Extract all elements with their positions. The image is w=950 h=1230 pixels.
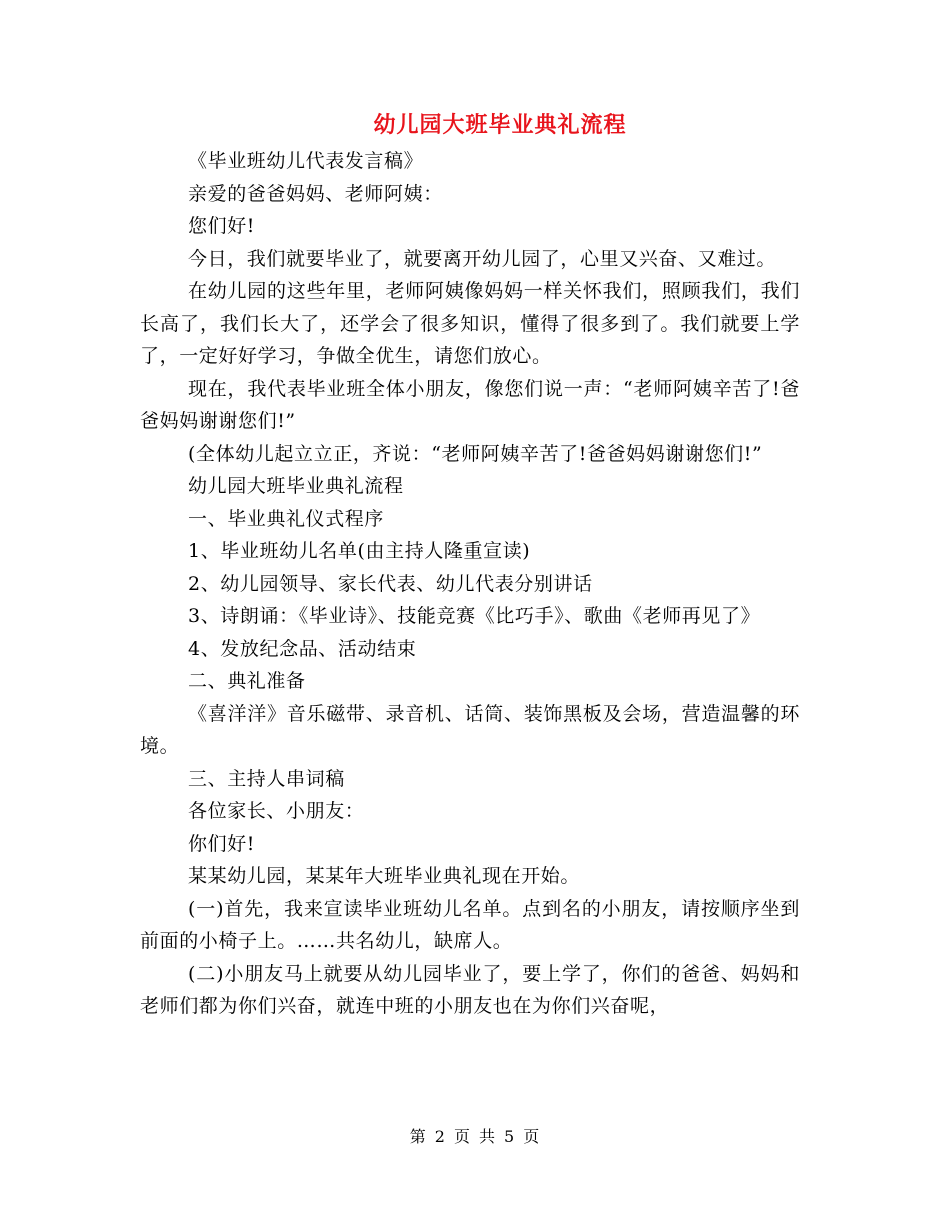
document-title: 幼儿园大班毕业典礼流程	[373, 112, 627, 138]
paragraph: 《毕业班幼儿代表发言稿》	[188, 150, 424, 172]
footer-total-prefix: 共	[479, 1127, 497, 1146]
paragraph: (一)首先，我来宣读毕业班幼儿名单。点到名的小朋友，请按顺序坐到前面的小椅子上。……共名幼儿，缺席人。	[140, 897, 800, 952]
paragraph: 在幼儿园的这些年里，老师阿姨像妈妈一样关怀我们，照顾我们，我们长高了，我们长大了，还学会了很多知识，懂得了很多到了。我们就要上学了，一定好好学习，争做全优生，请您们放心。	[140, 280, 800, 367]
paragraph: 亲爱的爸爸妈妈、老师阿姨：	[188, 182, 443, 205]
paragraph: 现在，我代表毕业班全体小朋友，像您们说一声：“老师阿姨辛苦了!爸爸妈妈谢谢您们!”	[140, 377, 800, 432]
list-item: 4、发放纪念品、活动结束	[188, 637, 417, 660]
paragraph: 您们好!	[188, 215, 256, 237]
paragraph: 《喜洋洋》音乐磁带、录音机、话筒、装饰黑板及会场，营造温馨的环境。	[140, 702, 800, 757]
paragraph: 今日，我们就要毕业了，就要离开幼儿园了，心里又兴奋、又难过。	[188, 247, 777, 270]
footer-page-word: 页	[453, 1127, 471, 1146]
section-heading: 三、主持人串词稿	[188, 767, 345, 790]
footer-total-pages: 5	[504, 1127, 516, 1146]
paragraph: 幼儿园大班毕业典礼流程	[188, 475, 404, 497]
footer-prefix: 第	[409, 1127, 427, 1146]
paragraph: (二)小朋友马上就要从幼儿园毕业了，要上学了，你们的爸爸、妈妈和老师们都为你们兴奋，就连中班的小朋友也在为你们兴奋呢，	[140, 962, 800, 1017]
paragraph: 你们好!	[188, 832, 256, 855]
section-heading: 二、典礼准备	[188, 670, 306, 692]
document-body	[140, 145, 800, 1023]
paragraph: (全体幼儿起立立正，齐说：“老师阿姨辛苦了!爸爸妈妈谢谢您们!”	[188, 442, 763, 465]
list-item: 2、幼儿园领导、家长代表、幼儿代表分别讲话	[188, 572, 593, 595]
paragraph: 某某幼儿园，某某年大班毕业典礼现在开始。	[188, 865, 581, 887]
page-footer	[0, 1124, 950, 1147]
footer-current-page: 2	[434, 1127, 446, 1146]
list-item: 1、毕业班幼儿名单(由主持人隆重宣读)	[188, 540, 531, 562]
paragraph: 各位家长、小朋友：	[188, 800, 365, 822]
section-heading: 一、毕业典礼仪式程序	[188, 507, 385, 530]
footer-total-suffix: 页	[523, 1127, 541, 1146]
list-item: 3、诗朗诵：《毕业诗》、技能竞赛《比巧手》、歌曲《老师再见了》	[188, 605, 761, 627]
